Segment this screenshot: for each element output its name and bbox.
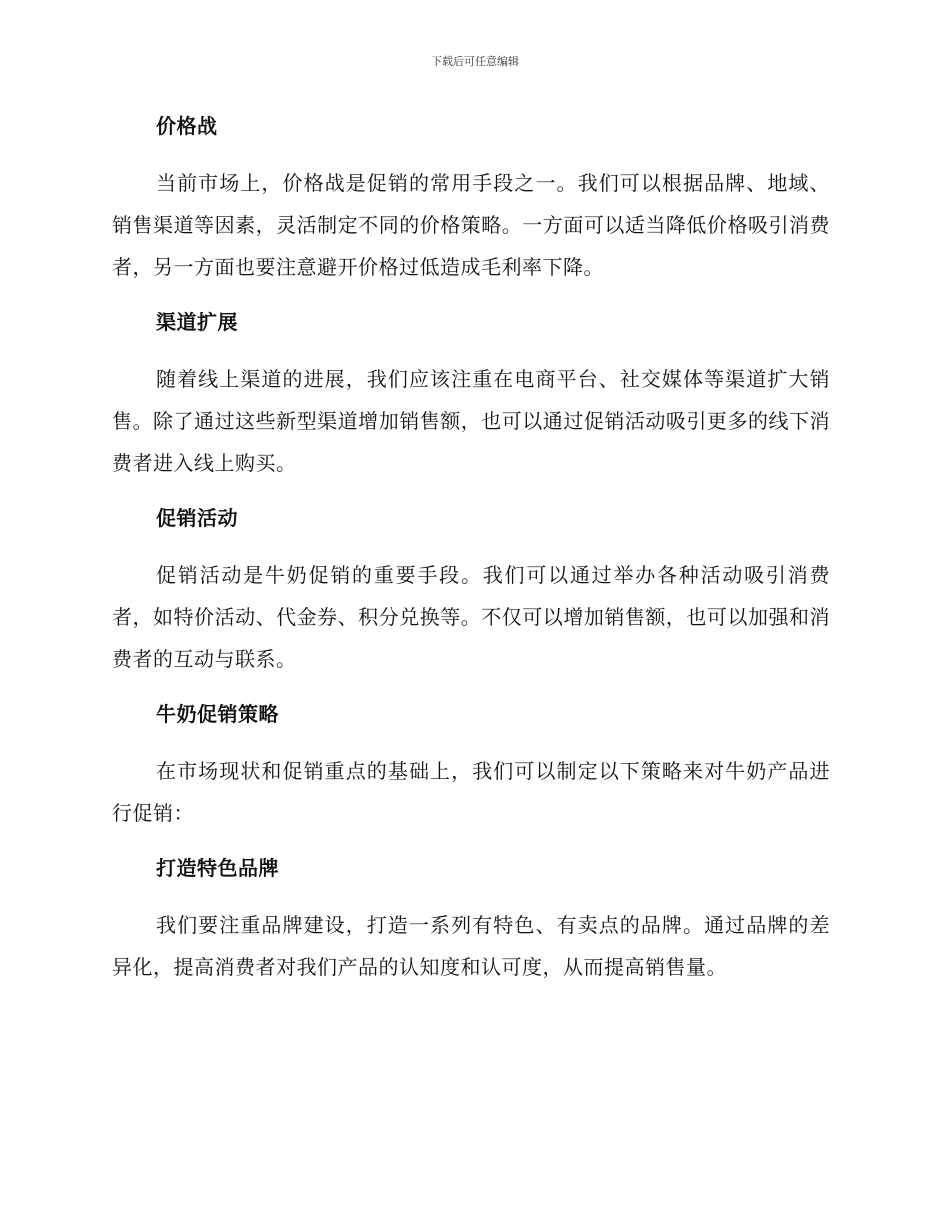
section-paragraph: 随着线上渠道的进展，我们应该注重在电商平台、社交媒体等渠道扩大销售。除了通过这些新型渠道增加销售额，也可以通过促销活动吸引更多的线下消费者进入线上购买。 <box>112 367 830 475</box>
section-promotion-activities <box>112 502 830 680</box>
section-heading: 价格战 <box>156 114 218 138</box>
section-heading: 牛奶促销策略 <box>156 702 279 726</box>
section-heading: 打造特色品牌 <box>156 856 279 880</box>
section-milk-promotion-strategy <box>112 698 830 834</box>
page-header: 下载后可任意编辑 <box>431 55 519 68</box>
document-body <box>112 110 830 1006</box>
section-paragraph: 我们要注重品牌建设，打造一系列有特色、有卖点的品牌。通过品牌的差异化，提高消费者对我们产品的认知度和认可度，从而提高销售量。 <box>112 913 830 979</box>
section-heading: 渠道扩展 <box>156 310 238 334</box>
section-paragraph: 当前市场上，价格战是促销的常用手段之一。我们可以根据品牌、地域、销售渠道等因素，灵活制定不同的价格策略。一方面可以适当降低价格吸引消费者，另一方面也要注意避开价格过低造成毛利率下降。 <box>112 171 830 279</box>
section-paragraph: 促销活动是牛奶促销的重要手段。我们可以通过举办各种活动吸引消费者，如特价活动、代金券、积分兑换等。不仅可以增加销售额，也可以加强和消费者的互动与联系。 <box>112 563 830 671</box>
section-channel-expansion <box>112 306 830 484</box>
section-paragraph: 在市场现状和促销重点的基础上，我们可以制定以下策略来对牛奶产品进行促销： <box>112 759 830 825</box>
section-price-war <box>112 110 830 288</box>
section-build-brand <box>112 852 830 988</box>
section-heading: 促销活动 <box>156 506 238 530</box>
